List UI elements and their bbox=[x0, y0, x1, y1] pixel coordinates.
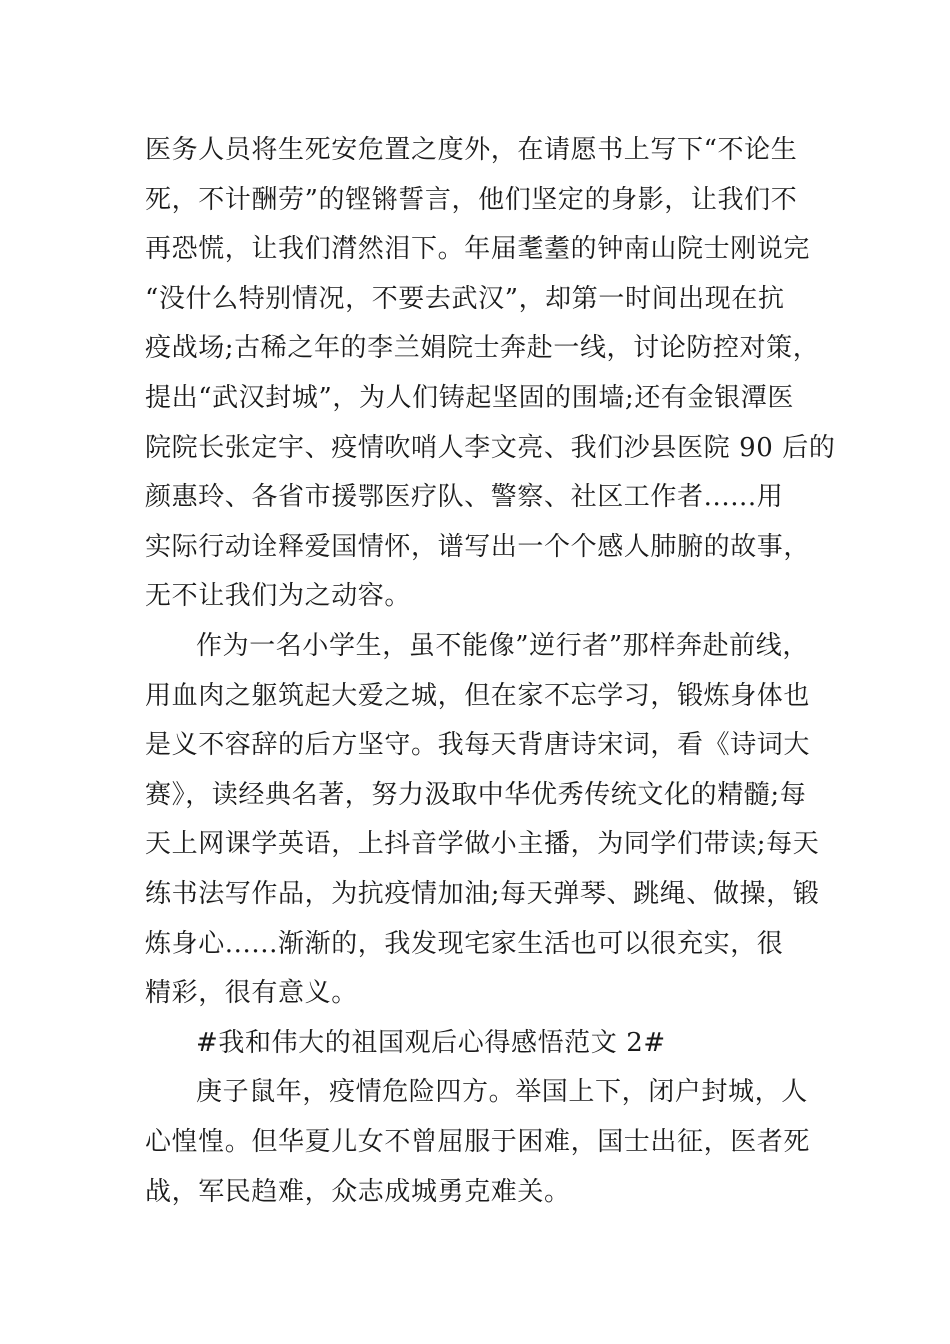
paragraph-1-line-8: 颜惠玲、各省市援鄂医疗队、警察、社区工作者......用 bbox=[145, 482, 784, 512]
paragraph-2-line-8: 精彩，很有意义。 bbox=[145, 978, 358, 1008]
paragraph-3-line-1: 庚子鼠年，疫情危险四方。举国上下，闭户封城，人 bbox=[196, 1077, 808, 1107]
paragraph-1-line-2: 死，不计酬劳”的铿锵誓言，他们坚定的身影，让我们不 bbox=[145, 185, 798, 215]
paragraph-2-line-5: 天上网课学英语，上抖音学做小主播，为同学们带读;每天 bbox=[145, 829, 820, 859]
paragraph-2-line-3: 是义不容辞的后方坚守。我每天背唐诗宋词，看《诗词大 bbox=[145, 730, 811, 760]
paragraph-2-line-6: 练书法写作品，为抗疫情加油;每天弹琴、跳绳、做操，锻 bbox=[145, 879, 820, 909]
paragraph-1-line-9: 实际行动诠释爱国情怀，谱写出一个个感人肺腑的故事， bbox=[145, 532, 811, 562]
paragraph-3-line-3: 战，军民趋难，众志成城勇克难关。 bbox=[145, 1177, 571, 1207]
paragraph-2-line-7: 炼身心......渐渐的，我发现宅家生活也可以很充实，很 bbox=[145, 929, 784, 959]
section-heading: #我和伟大的祖国观后心得感悟范文 2# bbox=[196, 1028, 666, 1058]
paragraph-1-line-6: 提出“武汉封城”，为人们铸起坚固的围墙;还有金银潭医 bbox=[145, 383, 794, 413]
paragraph-1-line-7: 院院长张定宇、疫情吹哨人李文亮、我们沙县医院 90 后的 bbox=[145, 433, 836, 463]
paragraph-2-line-4: 赛》，读经典名著，努力汲取中华优秀传统文化的精髓;每 bbox=[145, 780, 807, 810]
paragraph-2-line-2: 用血肉之躯筑起大爱之城，但在家不忘学习，锻炼身体也 bbox=[145, 681, 811, 711]
paragraph-1-line-1: 医务人员将生死安危置之度外，在请愿书上写下“不论生 bbox=[145, 135, 798, 165]
paragraph-1-line-4: “没什么特别情况，不要去武汉”，却第一时间出现在抗 bbox=[145, 284, 785, 314]
paragraph-1-line-10: 无不让我们为之动容。 bbox=[145, 581, 412, 611]
paragraph-2-line-1: 作为一名小学生，虽不能像”逆行者”那样奔赴前线， bbox=[196, 631, 809, 661]
paragraph-1-line-5: 疫战场;古稀之年的李兰娟院士奔赴一线，讨论防控对策， bbox=[145, 333, 820, 363]
paragraph-1-line-3: 再恐慌，让我们潸然泪下。年届耄耋的钟南山院士刚说完 bbox=[145, 234, 811, 264]
paragraph-3-line-2: 心惶惶。但华夏儿女不曾屈服于困难，国士出征，医者死 bbox=[145, 1127, 811, 1157]
